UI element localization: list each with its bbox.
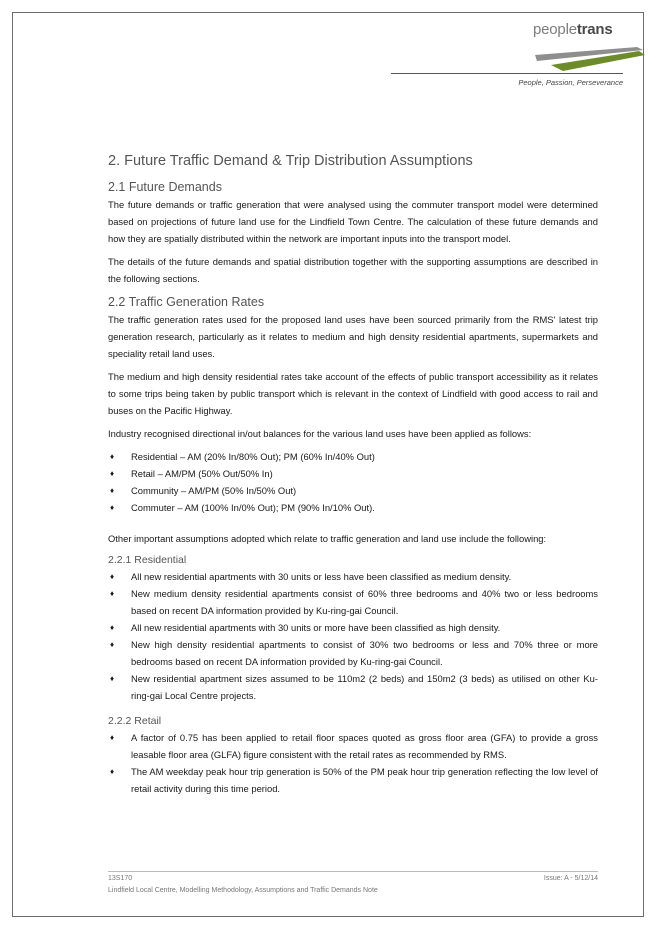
bullet-icon: ♦: [110, 452, 115, 461]
list-item-text: All new residential apartments with 30 units or more have been classified as high density.: [131, 622, 501, 633]
footer-project-code: 13S170: [108, 875, 133, 882]
bullet-icon: ♦: [110, 674, 115, 683]
list-item: [108, 482, 598, 499]
subsection-title-2-1: 2.1 Future Demands: [108, 180, 222, 194]
main-content: [108, 150, 598, 805]
balances-list: [108, 448, 598, 516]
list-item-text: New residential apartment sizes assumed to be 110m2 (2 beds) and 150m2 (3 beds) as utilised on other Ku-ring-gai Local Centre projects.: [131, 673, 598, 701]
footer-issue: Issue: A - 5/12/14: [543, 875, 598, 882]
list-item-text: Retail – AM/PM (50% Out/50% In): [131, 468, 273, 479]
list-item-text: New high density residential apartments to consist of 30% two bedrooms or less and 70% three or more bedrooms based on recent DA information provided by Ku-ring-gai Council.: [131, 639, 598, 667]
bullet-icon: ♦: [110, 623, 115, 632]
logo-bold: trans: [576, 21, 613, 38]
logo-light: people: [533, 21, 577, 38]
residential-list: [108, 568, 598, 704]
bullet-icon: ♦: [110, 486, 115, 495]
list-item: [108, 670, 598, 704]
list-item: [108, 499, 598, 516]
list-item-text: Residential – AM (20% In/80% Out); PM (60% In/40% Out): [131, 451, 375, 462]
list-item: [108, 636, 598, 670]
list-item-text: New medium density residential apartments consist of 60% three bedrooms and 40% two or less bedrooms based on recent DA information provided by Ku-ring-gai Council.: [131, 588, 598, 616]
paragraph-2-2-a: The traffic generation rates used for the proposed land uses have been sourced primarily from the RMS' latest trip generation research, particularly as it relates to medium and high density residential apartments, supermarkets and speciality retail land uses.: [108, 314, 598, 359]
footer-document-title: Lindfield Local Centre, Modelling Methodology, Assumptions and Traffic Demands Note: [108, 887, 378, 894]
list-item: [108, 619, 598, 636]
list-item: [108, 465, 598, 482]
paragraph-2-2-c: Industry recognised directional in/out balances for the various land uses have been applied as follows:: [108, 428, 532, 439]
list-item-text: All new residential apartments with 30 units or less have been classified as medium density.: [131, 571, 512, 582]
subsection-title-2-2-1: 2.2.1 Residential: [108, 554, 187, 566]
paragraph-2-1-a: The future demands or traffic generation that were analysed using the commuter transport model were determined based on projections of future land use for the Lindfield Town Centre. The calculation of these future demands and how they are spatially distributed within the network are important inputs into the transport model.: [108, 199, 598, 244]
bullet-icon: ♦: [110, 572, 115, 581]
logo-swoosh-icon: [533, 41, 647, 77]
bullet-icon: ♦: [110, 503, 115, 512]
list-item: [108, 729, 598, 763]
bullet-icon: ♦: [110, 469, 115, 478]
tagline: People, Passion, Perseverance: [518, 78, 623, 87]
bullet-icon: ♦: [110, 767, 115, 776]
list-item: [108, 763, 598, 797]
list-item-text: Commuter – AM (100% In/0% Out); PM (90% In/10% Out).: [131, 502, 375, 513]
bullet-icon: ♦: [110, 589, 115, 598]
bullet-icon: ♦: [110, 733, 115, 742]
paragraph-2-1-b: The details of the future demands and spatial distribution together with the supporting assumptions are described in the following sections.: [108, 256, 598, 284]
logo-text: [533, 21, 613, 38]
bullet-icon: ♦: [110, 640, 115, 649]
paragraph-2-2-b: The medium and high density residential rates take account of the effects of public transport accessibility as it relates to some trips being taken by public transport which is relevant in the context of Lindfield with good access to rail and buses on the Pacific Highway.: [108, 371, 598, 416]
section-title: 2. Future Traffic Demand & Trip Distribution Assumptions: [108, 153, 473, 169]
retail-list: [108, 729, 598, 797]
subsection-title-2-2-2: 2.2.2 Retail: [108, 715, 162, 727]
paragraph-2-2-d: Other important assumptions adopted which relate to traffic generation and land use include the following:: [108, 533, 547, 544]
list-item: [108, 585, 598, 619]
list-item-text: The AM weekday peak hour trip generation is 50% of the PM peak hour trip generation reflecting the low level of retail activity during this time period.: [131, 766, 598, 794]
subsection-title-2-2: 2.2 Traffic Generation Rates: [108, 295, 265, 309]
footer-rule: [108, 871, 598, 872]
list-item: [108, 568, 598, 585]
peopletrans-logo: [533, 21, 647, 81]
list-item-text: Community – AM/PM (50% In/50% Out): [131, 485, 297, 496]
header-rule: [391, 73, 623, 74]
document-page: [12, 12, 644, 917]
list-item: [108, 448, 598, 465]
list-item-text: A factor of 0.75 has been applied to retail floor spaces quoted as gross floor area (GFA) to provide a gross leasable floor area (GLFA) figure consistent with the retail rates as recommended by RMS.: [131, 732, 598, 760]
